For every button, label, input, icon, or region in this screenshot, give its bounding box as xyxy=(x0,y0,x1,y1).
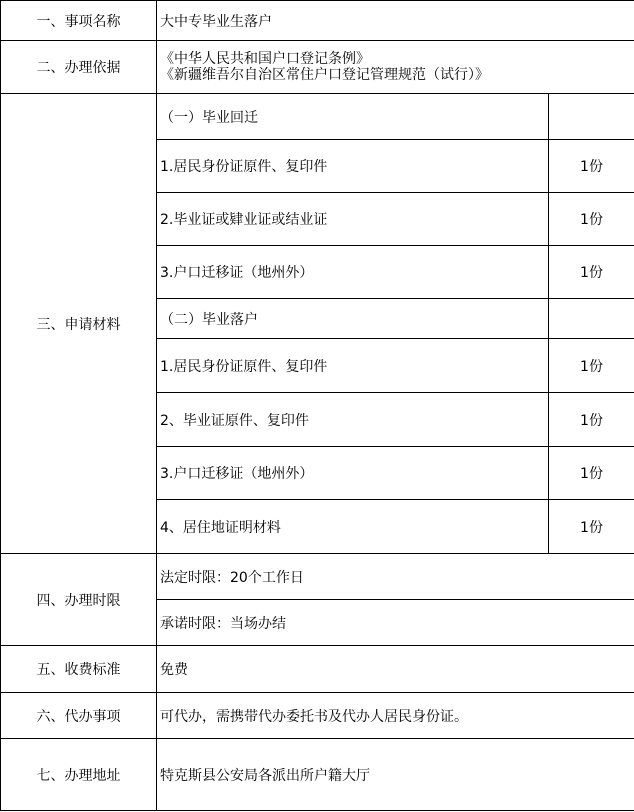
address-label: 七、办理地址 xyxy=(1,739,157,811)
material-item: 4、居住地证明材料 xyxy=(157,500,549,554)
material-count: 1份 xyxy=(549,500,634,554)
basis-label: 二、办理依据 xyxy=(1,41,157,94)
row-item-name xyxy=(1,1,634,41)
row-group-1-title xyxy=(1,94,634,140)
item-name-label: 一、事项名称 xyxy=(1,1,157,41)
address-value: 特克斯县公安局各派出所户籍大厅 xyxy=(157,739,634,811)
material-item: 3.户口迁移证（地州外） xyxy=(157,447,549,500)
group-2-title-count xyxy=(549,299,634,339)
agent-value: 可代办，需携带代办委托书及代办人居民身份证。 xyxy=(157,693,634,739)
materials-label: 三、申请材料 xyxy=(1,94,157,554)
row-time-legal xyxy=(1,554,634,600)
material-count: 1份 xyxy=(549,246,634,299)
material-count: 1份 xyxy=(549,193,634,246)
agent-label: 六、代办事项 xyxy=(1,693,157,739)
time-limit-label: 四、办理时限 xyxy=(1,554,157,646)
material-count: 1份 xyxy=(549,447,634,500)
promise-time-limit: 承诺时限：当场办结 xyxy=(157,600,634,646)
material-count: 1份 xyxy=(549,393,634,447)
row-basis xyxy=(1,41,634,94)
basis-value xyxy=(157,41,634,94)
basis-line-2: 《新疆维吾尔自治区常住户口登记管理规范（试行）》 xyxy=(160,67,489,83)
fee-value: 免费 xyxy=(157,646,634,693)
row-fee xyxy=(1,646,634,693)
group-2-title: （二）毕业落户 xyxy=(157,299,549,339)
material-item: 1.居民身份证原件、复印件 xyxy=(157,339,549,393)
legal-time-limit: 法定时限：20个工作日 xyxy=(157,554,634,600)
fee-label: 五、收费标准 xyxy=(1,646,157,693)
material-item: 3.户口迁移证（地州外） xyxy=(157,246,549,299)
group-1-title: （一）毕业回迁 xyxy=(157,94,549,140)
material-count: 1份 xyxy=(549,140,634,193)
row-agent xyxy=(1,693,634,739)
row-address xyxy=(1,739,634,811)
material-item: 2.毕业证或肄业证或结业证 xyxy=(157,193,549,246)
material-item: 1.居民身份证原件、复印件 xyxy=(157,140,549,193)
basis-line-1: 《中华人民共和国户口登记条例》 xyxy=(160,51,370,67)
material-item: 2、毕业证原件、复印件 xyxy=(157,393,549,447)
group-1-title-count xyxy=(549,94,634,140)
item-name-value: 大中专毕业生落户 xyxy=(157,1,634,41)
material-count: 1份 xyxy=(549,339,634,393)
